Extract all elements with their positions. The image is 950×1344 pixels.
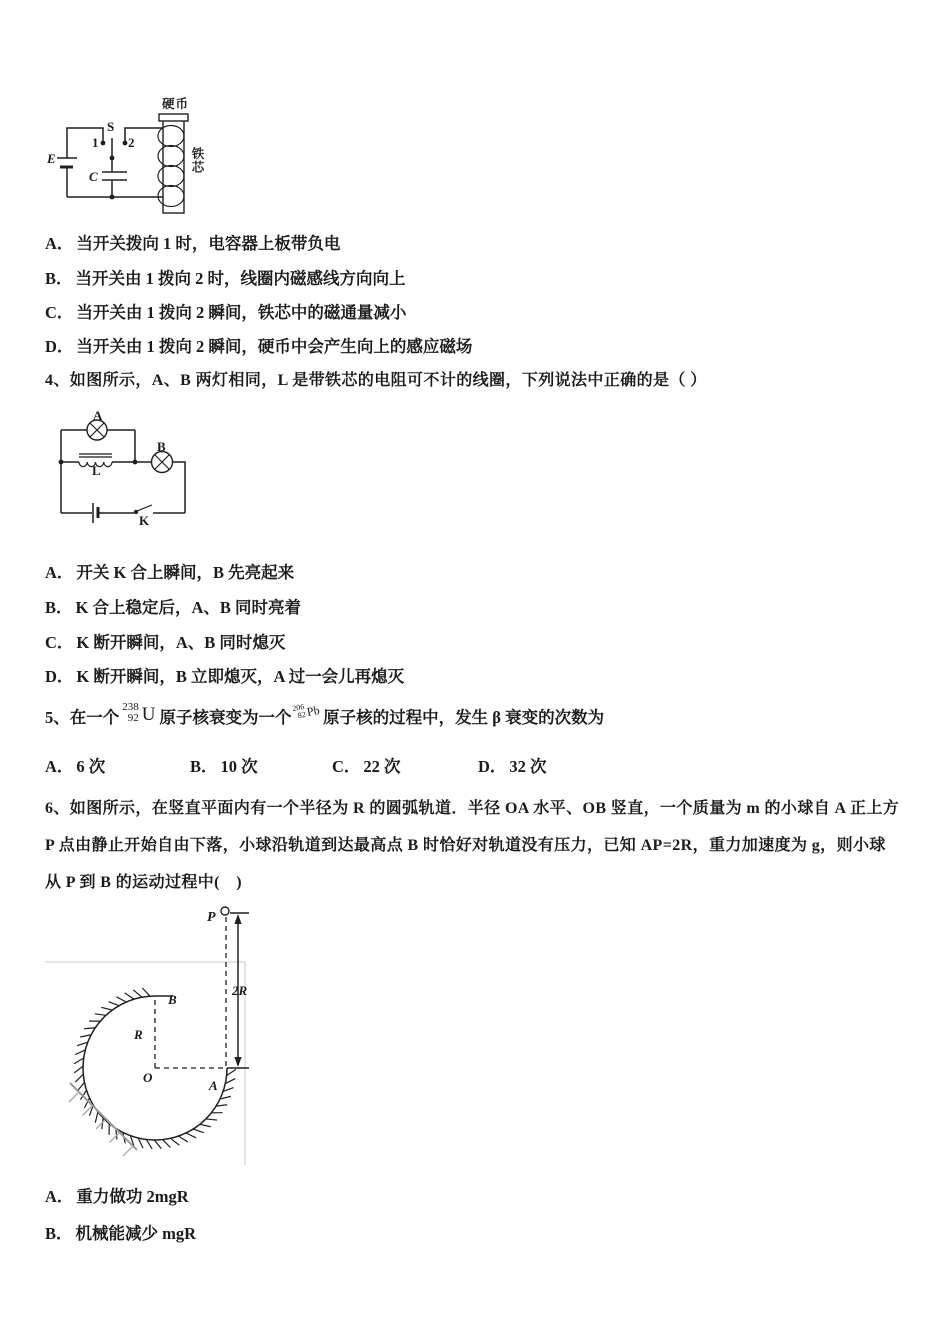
q3-circuit-figure bbox=[45, 95, 210, 220]
tangent-hatching bbox=[69, 1093, 132, 1156]
coin-label: 硬币 bbox=[162, 97, 190, 111]
q4-stem: 4、如图所示，A、B 两灯相同，L 是带铁芯的电阻可不计的线圈，下列说法中正确的是（ ） bbox=[45, 372, 707, 389]
point-p-label: P bbox=[207, 910, 216, 925]
lamp-b-symbol bbox=[152, 452, 186, 514]
q3-circuit-geometry bbox=[45, 95, 210, 220]
q6-option-b: B． 机械能减少 mgR bbox=[45, 1224, 197, 1243]
lead-206-nuclide: 206 82 bbox=[292, 701, 307, 720]
radius-r-label: R bbox=[134, 1027, 143, 1042]
q4-option-b: B． K 合上稳定后，A、B 同时亮着 bbox=[45, 598, 302, 617]
q4-circuit-geometry bbox=[55, 405, 200, 533]
q5-middle: 原子核衰变为一个 bbox=[159, 708, 292, 727]
q4-option-a: A． 开关 K 合上瞬间，B 先亮起来 bbox=[45, 563, 295, 582]
battery-symbol bbox=[61, 503, 134, 523]
q3-option-d: D． 当开关由 1 拨向 2 瞬间，硬币中会产生向上的感应磁场 bbox=[45, 337, 473, 356]
q5-suffix: 原子核的过程中，发生 β 衰变的次数为 bbox=[323, 708, 605, 727]
q5-option-d: D． 32 次 bbox=[478, 757, 547, 776]
uranium-symbol: U bbox=[141, 703, 156, 725]
q6-stem-line-1: 6、如图所示，在竖直平面内有一个半径为 R 的圆弧轨道．半径 OA 水平、OB 竖直，一个质量为 m 的小球自 A 正上方 bbox=[45, 800, 900, 817]
lamp-a-symbol bbox=[87, 420, 107, 440]
q3-option-c: C． 当开关由 1 拨向 2 瞬间，铁芯中的磁通量减小 bbox=[45, 303, 407, 322]
switch-s-label: S bbox=[107, 119, 115, 134]
inductor-label: L bbox=[92, 463, 101, 478]
q6-track-geometry bbox=[40, 900, 252, 1165]
iron-core-label: 铁芯 bbox=[190, 147, 204, 174]
q6-option-a: A． 重力做功 2mgR bbox=[45, 1187, 189, 1206]
q4-option-c: C． K 断开瞬间，A、B 同时熄灭 bbox=[45, 633, 286, 652]
lead-symbol: Pb bbox=[306, 703, 322, 720]
inductor-symbol bbox=[59, 454, 152, 467]
contact-1-label: 1 bbox=[92, 135, 99, 150]
q5-option-c: C． 22 次 bbox=[332, 757, 401, 776]
dim-2r-label: 2R bbox=[232, 983, 248, 998]
q5-option-b: B． 10 次 bbox=[190, 757, 258, 776]
point-a-label: A bbox=[209, 1078, 218, 1093]
q3-option-b: B． 当开关由 1 拨向 2 时，线圈内磁感线方向向上 bbox=[45, 269, 406, 288]
q5-option-a: A． 6 次 bbox=[45, 757, 106, 776]
q4-circuit-figure bbox=[55, 405, 200, 533]
q5-prefix: 5、在一个 bbox=[45, 708, 120, 727]
coil-core-symbol bbox=[158, 114, 188, 213]
lamp-a-label: A bbox=[93, 408, 103, 423]
lamp-b-label: B bbox=[157, 439, 166, 454]
battery-label: E bbox=[47, 151, 56, 166]
point-b-label: B bbox=[168, 992, 177, 1007]
tangent-line bbox=[70, 1083, 137, 1150]
coin-symbol bbox=[159, 114, 188, 121]
q6-stem-line-2: P 点由静止开始自由下落，小球沿轨道到达最高点 B 时恰好对轨道没有压力，已知 AP=2R，重力加速度为 g，则小球 bbox=[45, 837, 886, 854]
capacitor-symbol bbox=[102, 158, 127, 199]
center-o-label: O bbox=[143, 1070, 153, 1085]
q4-option-d: D． K 断开瞬间，B 立即熄灭，A 过一会儿再熄灭 bbox=[45, 667, 405, 686]
q3-option-a: A． 当开关拨向 1 时，电容器上板带负电 bbox=[45, 234, 341, 253]
uranium-238-nuclide: 238 92 bbox=[122, 701, 139, 724]
ball-symbol bbox=[221, 907, 229, 915]
q6-track-figure bbox=[40, 900, 252, 1165]
capacitor-label: C bbox=[89, 169, 98, 184]
q6-stem-line-3: 从 P 到 B 的运动过程中( ) bbox=[45, 874, 243, 891]
switch-k-label: K bbox=[139, 513, 150, 528]
contact-2-label: 2 bbox=[128, 135, 135, 150]
q5-stem bbox=[45, 698, 604, 734]
